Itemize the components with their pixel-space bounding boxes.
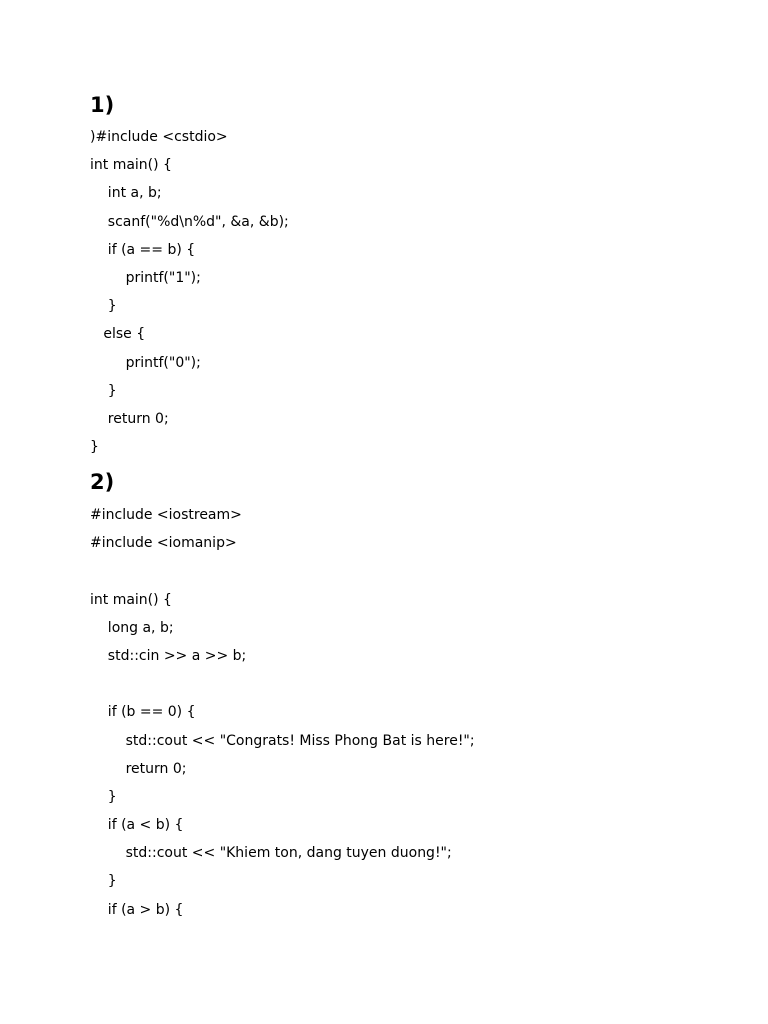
- code-line: int a, b;: [90, 185, 162, 202]
- code-line: int main() {: [90, 157, 172, 174]
- code-line-blank: [90, 557, 475, 585]
- code-line: #include <iomanip>: [90, 535, 237, 552]
- code-line: #include <iostream>: [90, 507, 242, 523]
- code-line: long a, b;: [90, 619, 174, 636]
- section-heading-1: 1): [90, 93, 115, 117]
- code-line: std::cin >> a >> b;: [90, 647, 247, 664]
- code-line: if (a < b) {: [90, 817, 184, 834]
- code-line: else {: [90, 326, 146, 343]
- code-line: )#include <cstdio>: [90, 129, 228, 145]
- code-line: return 0;: [90, 410, 169, 427]
- code-line: std::cout << "Khiem ton, dang tuyen duong!";: [90, 845, 452, 862]
- code-block-1: [90, 123, 289, 461]
- code-line: printf("0");: [90, 354, 201, 371]
- code-line: scanf("%d\n%d", &a, &b);: [90, 213, 289, 230]
- code-block-2: [90, 501, 475, 924]
- code-line: printf("1");: [90, 269, 201, 286]
- code-line: std::cout << "Congrats! Miss Phong Bat is here!";: [90, 732, 475, 749]
- code-line: }: [90, 439, 99, 456]
- code-line-blank: [90, 670, 475, 698]
- code-line: }: [90, 788, 117, 805]
- code-line: return 0;: [90, 760, 187, 777]
- code-line: if (b == 0) {: [90, 704, 196, 721]
- code-line: if (a == b) {: [90, 241, 196, 258]
- code-line: }: [90, 873, 117, 890]
- code-line: }: [90, 382, 117, 399]
- section-heading-2: 2): [90, 470, 115, 494]
- code-line: }: [90, 298, 117, 315]
- code-line: if (a > b) {: [90, 901, 184, 918]
- code-line: int main() {: [90, 591, 172, 608]
